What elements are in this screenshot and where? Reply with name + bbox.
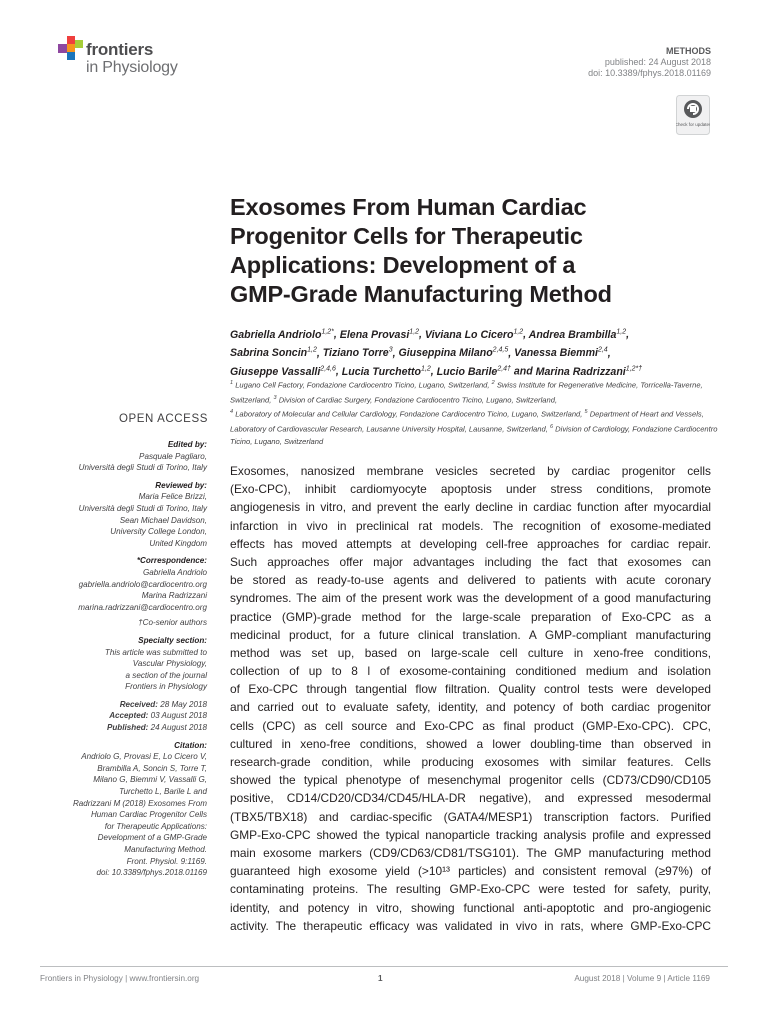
abstract-line: showed the typical phenotype of mesenchymal progenitor cells (CD73/CD90/CD105: [230, 773, 711, 788]
reviewed-by-label: Reviewed by:: [155, 480, 207, 490]
abstract-line: of Exo-CPC through tangential flow filtration. Quality control tests were developed: [230, 682, 711, 697]
open-access-label: OPEN ACCESS: [118, 413, 208, 425]
title-line: Applications: Development of a: [230, 252, 576, 278]
specialty-line: Frontiers in Physiology: [125, 682, 207, 692]
article-meta: [588, 46, 711, 79]
author[interactable]: Giuseppe Vassalli$^{2,4,6}$: [230, 365, 336, 378]
abstract-line: method was set up, based on large-scale cell culture in xeno-free conditions,: [230, 645, 711, 660]
author[interactable]: Andrea Brambilla$^{1,2}$: [528, 328, 627, 341]
check-for-updates-icon: [676, 95, 710, 135]
affiliation: Division of Cardiac Surgery, Fondazione Cardiocentro Ticino, Lugano, Switzerland,: [278, 395, 558, 405]
author[interactable]: Sabrina Soncin$^{1,2}$: [230, 346, 317, 360]
abstract-line: (TBX5/TBX18) and cardiac-specific (GATA4/MESP1) transcription factors. Purified: [230, 809, 711, 824]
specialty-line: a section of the journal: [125, 670, 207, 680]
author[interactable]: Vanessa Biemmi$^{2,4}$: [514, 346, 608, 360]
affiliations: $^1$ Lugano Cell Factory, Fondazione Cardiocentro Ticino, Lugano, Switzerland, $^2$ Swiss Institute for Regenerative Medicine, Torricella-Taverne, Switzerland, $^3$ Division of Cardiac Surgery, Fondazione Cardiocentro Ticino, Lugano, Switzerland, $^4$ Laboratory of Molecular and Cellular Cardiology, Fondazione Cardiocentro Ticino, Lugano, Switzerland, $^5$ Department of Heart and Vessels, Laboratory of Cardiovascular Research, Lausanne University Hospital, Lausanne, Switzerland, $^6$ Division of Cardiology, Fondazione Cardiocentro Ticino, Lugano, Switzerland: [230, 380, 718, 446]
abstract-line: main exosome markers (CD9/CD63/CD81/TSG101). The GMP manufacturing method: [230, 845, 711, 860]
author[interactable]: Gabriella Andriolo$^{1,2*}$: [230, 328, 334, 341]
correspondence-email[interactable]: gabriella.andriolo@cardiocentro.org: [78, 579, 207, 589]
citation-line: Manufacturing Method.: [124, 845, 207, 854]
journal-name-secondary: in Physiology: [86, 59, 178, 76]
author[interactable]: Marina Radrizzani$^{1,2*\dagger}$: [535, 365, 643, 378]
footer-divider: [40, 966, 728, 967]
journal-logo: [58, 34, 218, 80]
title-line: Progenitor Cells for Therapeutic: [230, 223, 583, 249]
abstract-line: medicinal product, for a future clinical translation. A GMP-compliant manufacturing: [230, 627, 711, 642]
correspondence-name: Marina Radrizzani: [141, 591, 207, 601]
abstract-line: identity, and potency in vitro, showing functional anti-apoptotic and pro-angiogenic: [230, 900, 711, 915]
reviewer-line: Università degli Studi di Torino, Italy: [78, 503, 207, 513]
abstract-line: infarction in vivo in preclinical rat models. The recognition of exosome-mediated: [230, 518, 711, 533]
title-line: GMP-Grade Manufacturing Method: [230, 281, 612, 307]
published-date-sidebar: 24 August 2018: [150, 723, 207, 733]
co-senior-note: †Co-senior authors: [138, 618, 207, 628]
citation-line: Milano G, Biemmi V, Vassalli G,: [93, 775, 207, 785]
citation-line: Andriolo G, Provasi E, Lo Cicero V,: [81, 752, 207, 762]
frontiers-logo-icon: [58, 34, 84, 60]
reviewer-line: Sean Michael Davidson,: [119, 515, 207, 525]
journal-name-primary: frontiers: [86, 40, 154, 59]
author-list: Gabriella Andriolo$^{1,2*}$, Elena Provasi$^{1,2}$, Viviana Lo Cicero$^{1,2}$, Andrea Brambilla$^{1,2}$, Sabrina Soncin$^{1,2}$, Tiziano Torre$^3$, Giuseppina Milano$^{2,4,5}$, Vanessa Biemmi$^{2,4}$, Giuseppe Vassalli$^{2,4,6}$, Lucia Turchetto$^{1,2}$, Lucio Barile$^{2,4\dagger}$ and Marina Radrizzani$^{1,2*\dagger}$: [230, 328, 643, 378]
citation-line: Development of a GMP-Grade: [97, 833, 207, 843]
author[interactable]: Elena Provasi$^{1,2}$: [339, 328, 420, 341]
citation-label: Citation:: [174, 740, 207, 750]
abstract-line: cells (CPC) as cell source and Exo-CPC as final product (GMP-Exo-CPC). CPC,: [230, 718, 711, 733]
citation-line: Human Cardiac Progenitor Cells: [90, 810, 207, 820]
abstract-line: practice (GMP)-grade method for the large-scale preparation of Exo-CPC as a: [230, 609, 711, 624]
published-date: published: 24 August 2018: [604, 57, 711, 67]
affiliation: Laboratory of Molecular and Cellular Cardiology, Fondazione Cardiocentro Ticino, Lugano, Switzerland,: [235, 410, 583, 419]
reviewer-line: United Kingdom: [149, 538, 207, 548]
correspondence-email[interactable]: marina.radrizzani@cardiocentro.org: [78, 602, 207, 612]
doi[interactable]: doi: 10.3389/fphys.2018.01169: [588, 68, 711, 78]
abstract-line: Such approaches offer major advantages including the fact that exosomes can: [230, 554, 711, 569]
abstract-line: activity. The therapeutic efficacy was validated in vivo in rats, where GMP-Exo-CPC: [230, 918, 711, 933]
affiliation: Swiss Institute for Regenerative Medicine, Torricella-Taverne, Switzerland,: [230, 380, 703, 405]
check-for-updates-badge[interactable]: [676, 95, 710, 135]
edited-by-label: Edited by:: [167, 440, 207, 449]
affiliation: Division of Cardiology, Fondazione Cardiocentro Ticino, Lugano, Switzerland: [230, 424, 718, 446]
accepted-date: 03 August 2018: [150, 711, 207, 721]
author[interactable]: Giuseppina Milano$^{2,4,5}$: [398, 346, 509, 360]
badge-label: Check for updates: [676, 122, 710, 127]
abstract-line: contaminating proteins. The resulting GMP-Exo-CPC were tested for safety, purity,: [230, 882, 711, 897]
footer-issue: August 2018 | Volume 9 | Article 1169: [574, 974, 710, 983]
abstract-line: research-grade condition, while producing exosomes with similar features. Cells: [230, 755, 711, 769]
reviewer-line: Maria Felice Brizzi,: [138, 492, 207, 502]
footer-journal[interactable]: Frontiers in Physiology | www.frontiersin.org: [40, 974, 200, 983]
author[interactable]: Tiziano Torre$^3$: [322, 346, 393, 360]
abstract-line: cultured in xeno-free conditions, showed a lower doubling-time than observed in: [230, 736, 711, 751]
abstract-line: Exosomes, nanosized membrane vesicles secreted by cardiac progenitor cells: [230, 464, 711, 478]
abstract-line: angiogenesis in vitro, and prevent the early decline in cardiac function after myocardial: [230, 500, 711, 515]
correspondence-label: *Correspondence:: [136, 556, 207, 566]
citation-line: Front. Physiol. 9:1169.: [126, 856, 207, 866]
abstract-line: (Exo-CPC), inhibit cardiomyocyte apoptosis under stress conditions, promote: [230, 482, 711, 497]
author[interactable]: Lucia Turchetto$^{1,2}$: [341, 365, 431, 378]
citation-line: Brambilla A, Soncin S, Torre T,: [97, 763, 207, 773]
citation-line: Turchetto L, Barile L and: [119, 787, 207, 797]
citation-doi[interactable]: doi: 10.3389/fphys.2018.01169: [96, 868, 207, 878]
abstract-line: be stored as ready-to-use agents and delivered to patients with acute coronary: [230, 573, 711, 588]
citation-line: for Therapeutic Applications:: [104, 821, 207, 831]
article-title: [230, 193, 700, 309]
article-dates: Received: 28 May 2018 Accepted: 03 August 2018 Published: 24 August 2018: [106, 699, 207, 733]
abstract-line: positive, CD14/CD20/CD34/CD45/HLA-DR negative), and expressed mesodermal: [230, 791, 711, 806]
abstract-line: collection of up to 8 l of exosome-containing conditioned medium and isolation: [230, 664, 711, 679]
title-line: Exosomes From Human Cardiac: [230, 194, 587, 220]
specialty-label: Specialty section:: [138, 635, 207, 645]
abstract-line: syndromes. The aim of the present work was the development of a good manufacturing: [230, 591, 711, 606]
editor-line: Pasquale Pagliaro,: [139, 451, 207, 461]
reviewer-line: University College London,: [110, 527, 207, 537]
specialty-line: This article was submitted to: [104, 647, 207, 657]
received-date: 28 May 2018: [160, 699, 207, 709]
abstract-line: guaranteed high exosome yield (>10¹³ particles) and consistent removal (≥97%) of: [230, 864, 711, 879]
page-number: 1: [378, 974, 383, 983]
specialty-line: Vascular Physiology,: [132, 659, 207, 669]
article-type: METHODS: [666, 46, 711, 56]
abstract-line: and carried out to evaluate safety, identity, and potency of both cardiac progenitor: [230, 700, 711, 715]
abstract-line: GMP-Exo-CPC showed the typical nanoparticle tracking analysis profile and expressed: [230, 827, 711, 842]
correspondence-name: Gabriella Andriolo: [142, 567, 207, 577]
abstract: [230, 462, 711, 935]
abstract-line: effects has moved attempts at developing cell-free approaches for cardiac repair.: [230, 536, 711, 551]
article-sidebar: [40, 439, 207, 879]
author[interactable]: Lucio Barile$^{2,4\dagger}$: [436, 365, 511, 378]
affiliation: Lugano Cell Factory, Fondazione Cardiocentro Ticino, Lugano, Switzerland,: [235, 380, 490, 390]
affiliation: Department of Heart and Vessels, Laboratory of Cardiovascular Research, Lausanne University Hospital, Lausanne, Switzerland,: [230, 410, 704, 434]
author[interactable]: Viviana Lo Cicero$^{1,2}$: [424, 328, 524, 341]
editor-line: Università degli Studi di Torino, Italy: [78, 463, 207, 473]
citation-line: Radrizzani M (2018) Exosomes From: [72, 798, 207, 808]
